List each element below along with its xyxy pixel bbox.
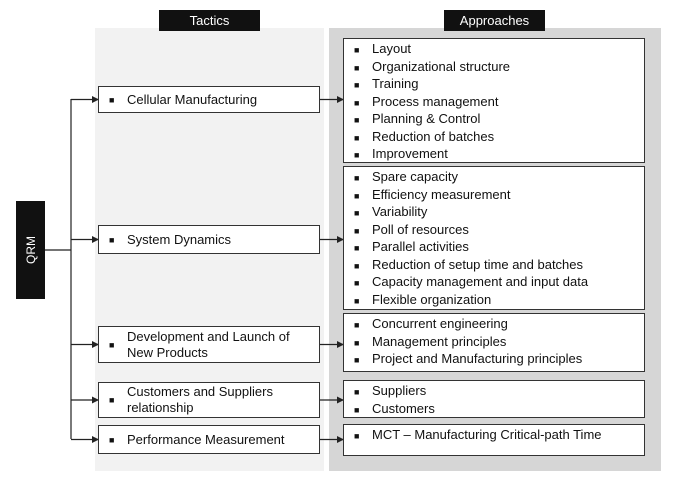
bullet-icon: ■: [354, 150, 360, 160]
approach-label: Suppliers: [372, 383, 427, 398]
bullet-icon: ■: [354, 404, 360, 415]
bullet-icon: ■: [354, 295, 360, 306]
approach-item: [354, 59, 640, 77]
bullet-icon: ■: [354, 278, 360, 288]
bullet-icon: ■: [354, 45, 360, 55]
approach-item: [354, 41, 640, 59]
tactic-label: Cellular Manufacturing: [127, 91, 258, 107]
bullet-icon: ■: [109, 434, 115, 445]
bullet-icon: ■: [354, 387, 360, 397]
approach-item: [354, 401, 640, 419]
approach-label: Efficiency measurement: [372, 186, 511, 202]
bullet-icon: ■: [354, 243, 360, 253]
tactic-box: [98, 382, 320, 418]
bullet-icon: ■: [354, 173, 360, 183]
approach-label: Layout: [372, 41, 412, 56]
approach-item: [354, 292, 640, 310]
bullet-icon: ■: [354, 132, 360, 143]
bullet-icon: ■: [354, 320, 360, 330]
tactic-label: System Dynamics: [127, 231, 232, 247]
approaches-box: [343, 313, 645, 372]
approach-item: [354, 316, 640, 334]
bullet-icon: ■: [354, 208, 360, 218]
approach-item: [354, 257, 640, 275]
approach-item: [354, 351, 640, 369]
approach-label: Planning & Control: [372, 111, 481, 126]
tactic-label: Customers and Suppliers relationship: [127, 384, 273, 415]
approach-label: Customers: [372, 400, 435, 416]
bullet-icon: ■: [109, 234, 115, 245]
bullet-icon: ■: [354, 190, 360, 201]
tactic-label: Performance Measurement: [127, 431, 285, 447]
tactic-box: [98, 86, 320, 113]
approach-item: [354, 204, 640, 222]
approaches-box: [343, 166, 645, 310]
approach-label: Organizational structure: [372, 58, 511, 74]
approach-label: Variability: [372, 204, 428, 219]
approach-item: [354, 187, 640, 205]
tactic-box: [98, 326, 320, 363]
bullet-icon: ■: [109, 94, 115, 105]
tactic-box: [98, 225, 320, 254]
approach-label: Parallel activities: [372, 239, 469, 254]
approach-label: Improvement: [372, 146, 448, 161]
approaches-list: [354, 316, 640, 369]
bullet-icon: ■: [354, 97, 360, 108]
approach-label: Project and Manufacturing principles: [372, 351, 583, 366]
bullet-icon: ■: [354, 337, 360, 348]
approach-label: Process management: [372, 93, 499, 109]
approach-label: Reduction of batches: [372, 128, 495, 144]
approach-label: Concurrent engineering: [372, 316, 508, 331]
approaches-list: [354, 41, 640, 164]
bullet-icon: ■: [354, 355, 360, 365]
bullet-icon: ■: [109, 339, 115, 350]
qrm-label: QRM: [23, 236, 38, 264]
approach-item: [354, 94, 640, 112]
approach-label: Capacity management and input data: [372, 274, 589, 289]
tactic-label: Development and Launch of New Products: [127, 328, 290, 360]
approach-label: Spare capacity: [372, 169, 458, 184]
approach-label: MCT – Manufacturing Critical-path Time: [372, 427, 602, 442]
approach-item: [354, 111, 640, 129]
approaches-list: [354, 169, 640, 309]
approach-item: [354, 76, 640, 94]
bullet-icon: ■: [354, 260, 360, 271]
bullet-icon: ■: [109, 395, 115, 405]
approaches-list: [354, 427, 640, 445]
approach-item: [354, 146, 640, 164]
approaches-header: Approaches: [444, 10, 545, 31]
tactics-header: Tactics: [159, 10, 260, 31]
tactic-box: [98, 425, 320, 454]
approach-label: Reduction of setup time and batches: [372, 256, 584, 272]
bullet-icon: ■: [354, 431, 360, 441]
approach-label: Poll of resources: [372, 221, 469, 237]
approaches-box: [343, 424, 645, 456]
bullet-icon: ■: [354, 62, 360, 73]
bullet-icon: ■: [354, 225, 360, 236]
approach-label: Management principles: [372, 333, 507, 349]
approach-item: [354, 239, 640, 257]
approach-item: [354, 222, 640, 240]
bullet-icon: ■: [354, 115, 360, 125]
approach-label: Flexible organization: [372, 291, 492, 307]
approach-item: [354, 383, 640, 401]
approach-item: [354, 274, 640, 292]
approaches-box: [343, 380, 645, 418]
approach-item: [354, 129, 640, 147]
approach-label: Training: [372, 76, 419, 91]
approach-item: [354, 427, 640, 445]
approach-item: [354, 334, 640, 352]
approaches-list: [354, 383, 640, 418]
approach-item: [354, 169, 640, 187]
bullet-icon: ■: [354, 80, 360, 90]
approaches-box: [343, 38, 645, 163]
